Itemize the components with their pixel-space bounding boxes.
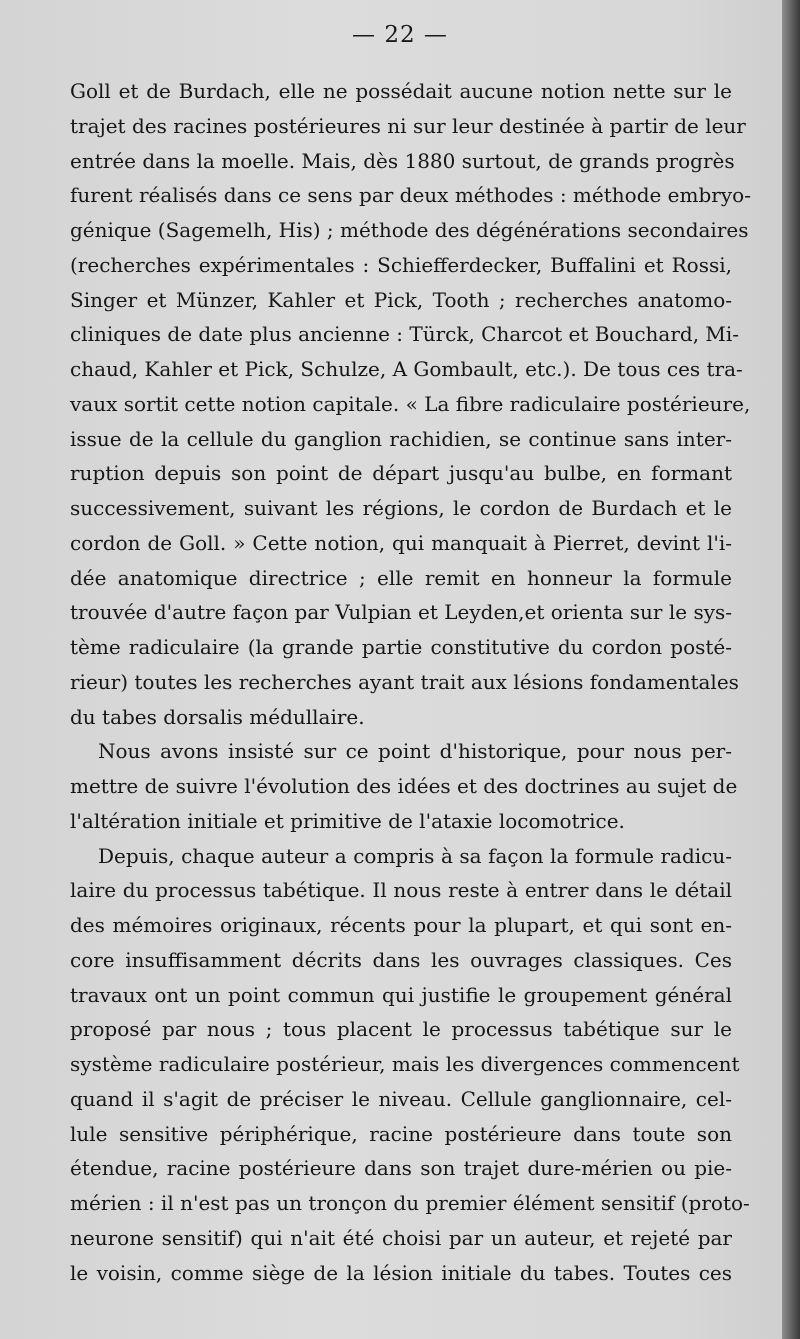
text-line: travaux ont un point commun qui justifie le groupement général — [70, 982, 732, 1007]
text-line: mérien : il n'est pas un tronçon du premier élément sensitif (proto- — [70, 1191, 750, 1215]
text-line: (recherches expérimentales : Schiefferdecker, Buffalini et Rossi, — [70, 252, 732, 277]
text-line: issue de la cellule du ganglion rachidien, se continue sans inter- — [70, 426, 732, 451]
text-line: le voisin, comme siège de la lésion initiale du tabes. Toutes ces — [70, 1260, 732, 1285]
text-line: Goll et de Burdach, elle ne possédait aucune notion nette sur le — [70, 79, 732, 103]
paragraph-1 — [70, 74, 751, 734]
text-line: rieur) toutes les recherches ayant trait aux lésions fondamentales — [70, 669, 739, 694]
text-line: des mémoires originaux, récents pour la plupart, et qui sont en- — [70, 913, 732, 937]
page-edge-shadow — [782, 0, 800, 1339]
text-line: système radiculaire postérieur, mais les divergences commencent — [70, 1052, 740, 1076]
text-line: Nous avons insisté sur ce point d'historique, pour nous per- — [98, 739, 732, 764]
text-line: cliniques de date plus ancienne : Türck, Charcot et Bouchard, Mi- — [70, 322, 740, 347]
paragraph-3 — [70, 839, 750, 1291]
text-line: étendue, racine postérieure dans son trajet dure-mérien ou pie- — [70, 1156, 732, 1181]
text-line: trouvée d'autre façon par Vulpian et Leyden,et orienta sur le sys- — [70, 600, 733, 625]
text-line: trajet des racines postérieures ni sur leur destinée à partir de leur — [70, 113, 746, 138]
text-line: core insuffisamment décrits dans les ouvrages classiques. Ces — [70, 947, 732, 972]
text-line: Singer et Münzer, Kahler et Pick, Tooth ; recherches anatomo- — [70, 287, 732, 312]
text-line: lule sensitive périphérique, racine postérieure dans toute son — [70, 1121, 732, 1146]
paragraph-2 — [70, 734, 738, 838]
text-line: ruption depuis son point de départ jusqu'au bulbe, en formant — [70, 461, 732, 486]
text-line: laire du processus tabétique. Il nous reste à entrer dans le détail — [70, 878, 732, 903]
text-line: dée anatomique directrice ; elle remit en honneur la formule — [70, 565, 732, 590]
text-line: cordon de Goll. » Cette notion, qui manquait à Pierret, devint l'i- — [70, 530, 732, 555]
text-line: génique (Sagemelh, His) ; méthode des dégénérations secondaires — [70, 218, 749, 242]
text-line: mettre de suivre l'évolution des idées et des doctrines au sujet de — [70, 774, 738, 798]
text-line: tème radiculaire (la grande partie constitutive du cordon posté- — [70, 635, 732, 659]
text-line: neurone sensitif) qui n'ait été choisi par un auteur, et rejeté par — [70, 1225, 732, 1250]
text-line: successivement, suivant les régions, le cordon de Burdach et le — [70, 496, 732, 520]
text-line: du tabes dorsalis médullaire. — [70, 704, 365, 729]
body-text — [70, 74, 751, 1290]
text-line: chaud, Kahler et Pick, Schulze, A Gombault, etc.). De tous ces tra- — [70, 357, 743, 381]
text-line: proposé par nous ; tous placent le processus tabétique sur le — [70, 1017, 732, 1042]
text-line: furent réalisés dans ce sens par deux méthodes : méthode embryo- — [70, 183, 751, 208]
text-line: vaux sortit cette notion capitale. « La fibre radiculaire postérieure, — [70, 391, 751, 416]
text-line: Depuis, chaque auteur a compris à sa façon la formule radicu- — [98, 843, 732, 868]
text-line: l'altération initiale et primitive de l'ataxie locomotrice. — [70, 808, 625, 833]
page-number: — 22 — — [352, 22, 448, 48]
text-line: quand il s'agit de préciser le niveau. Cellule ganglionnaire, cel- — [70, 1086, 732, 1111]
text-line: entrée dans la moelle. Mais, dès 1880 surtout, de grands progrès — [70, 148, 735, 173]
